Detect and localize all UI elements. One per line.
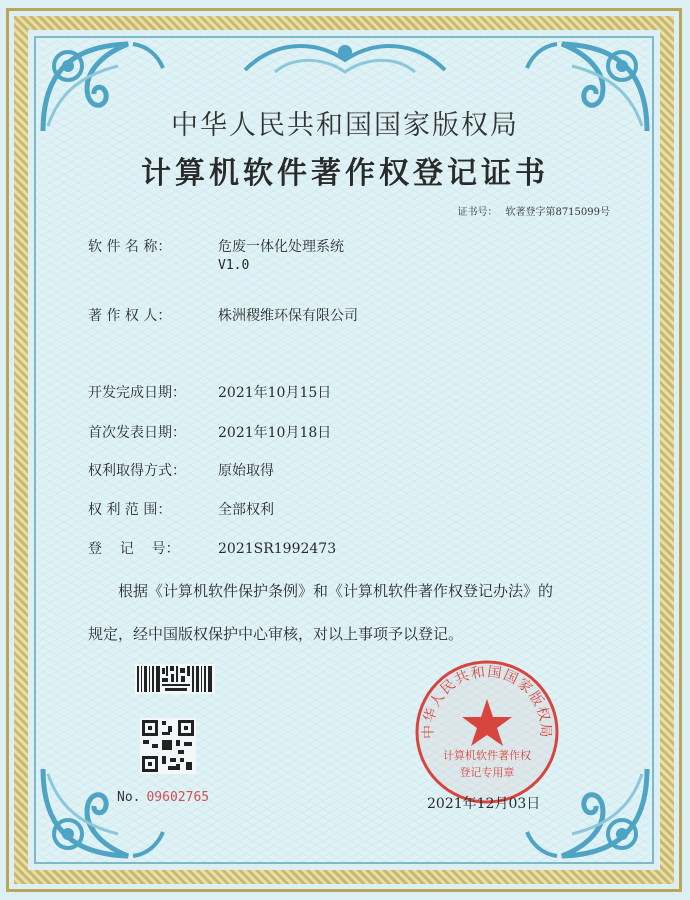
field-software-name	[88, 236, 344, 273]
field-label: 著 作 权 人：	[88, 308, 172, 324]
field-value: 危废一体化处理系统	[218, 239, 344, 255]
field-label: 首次发表日期：	[88, 425, 186, 441]
issue-date: 2021年12月03日	[427, 796, 541, 812]
field-publish-date	[88, 422, 331, 442]
authority-title: 中华人民共和国国家版权局	[171, 110, 519, 141]
field-label: 开发完成日期：	[88, 385, 186, 401]
field-value: 2021年10月18日	[218, 425, 332, 441]
serial-label: No.	[117, 790, 141, 805]
field-label: 登 记 号：	[88, 541, 180, 557]
certificate-title: 计算机软件著作权登记证书	[141, 156, 549, 191]
statement-line-1: 根据《计算机软件保护条例》和《计算机软件著作权登记办法》的	[118, 582, 554, 600]
field-copyright-owner	[88, 305, 358, 325]
field-scope	[88, 499, 274, 519]
statement-line-2: 规定，经中国版权保护中心审核，对以上事项予以登记。	[88, 625, 464, 643]
cert-no-value: 软著登字第8715099号	[505, 207, 610, 218]
seal-center-line-2: 登记专用章	[459, 766, 515, 779]
corner-ornament-icon	[38, 764, 168, 864]
field-label: 权 利 范 围：	[88, 502, 172, 518]
field-value: 全部权利	[218, 502, 274, 518]
official-seal	[412, 657, 562, 807]
field-label: 软 件 名 称：	[88, 239, 172, 255]
certificate-number	[457, 203, 610, 218]
seal-ring-text: 中华人民共和国国家版权局	[420, 664, 554, 740]
field-value: 2021年10月15日	[218, 385, 332, 401]
qr-code-icon	[140, 718, 196, 774]
barcode-icon	[135, 664, 215, 694]
cert-no-label: 证书号：	[457, 207, 498, 218]
field-value: 2021SR1992473	[218, 541, 337, 557]
software-version: V1.0	[218, 258, 250, 273]
top-scroll-ornament-icon	[235, 30, 455, 90]
field-value: 株洲稷维环保有限公司	[218, 308, 358, 324]
serial-value: 09602765	[146, 790, 210, 805]
serial-number	[117, 790, 209, 805]
field-reg-no	[88, 538, 336, 558]
field-label: 权利取得方式：	[88, 463, 186, 479]
seal-center-line-1: 计算机软件著作权	[443, 749, 531, 762]
field-dev-date	[88, 382, 331, 402]
field-acquire-method	[88, 460, 274, 480]
field-value: 原始取得	[218, 463, 274, 479]
